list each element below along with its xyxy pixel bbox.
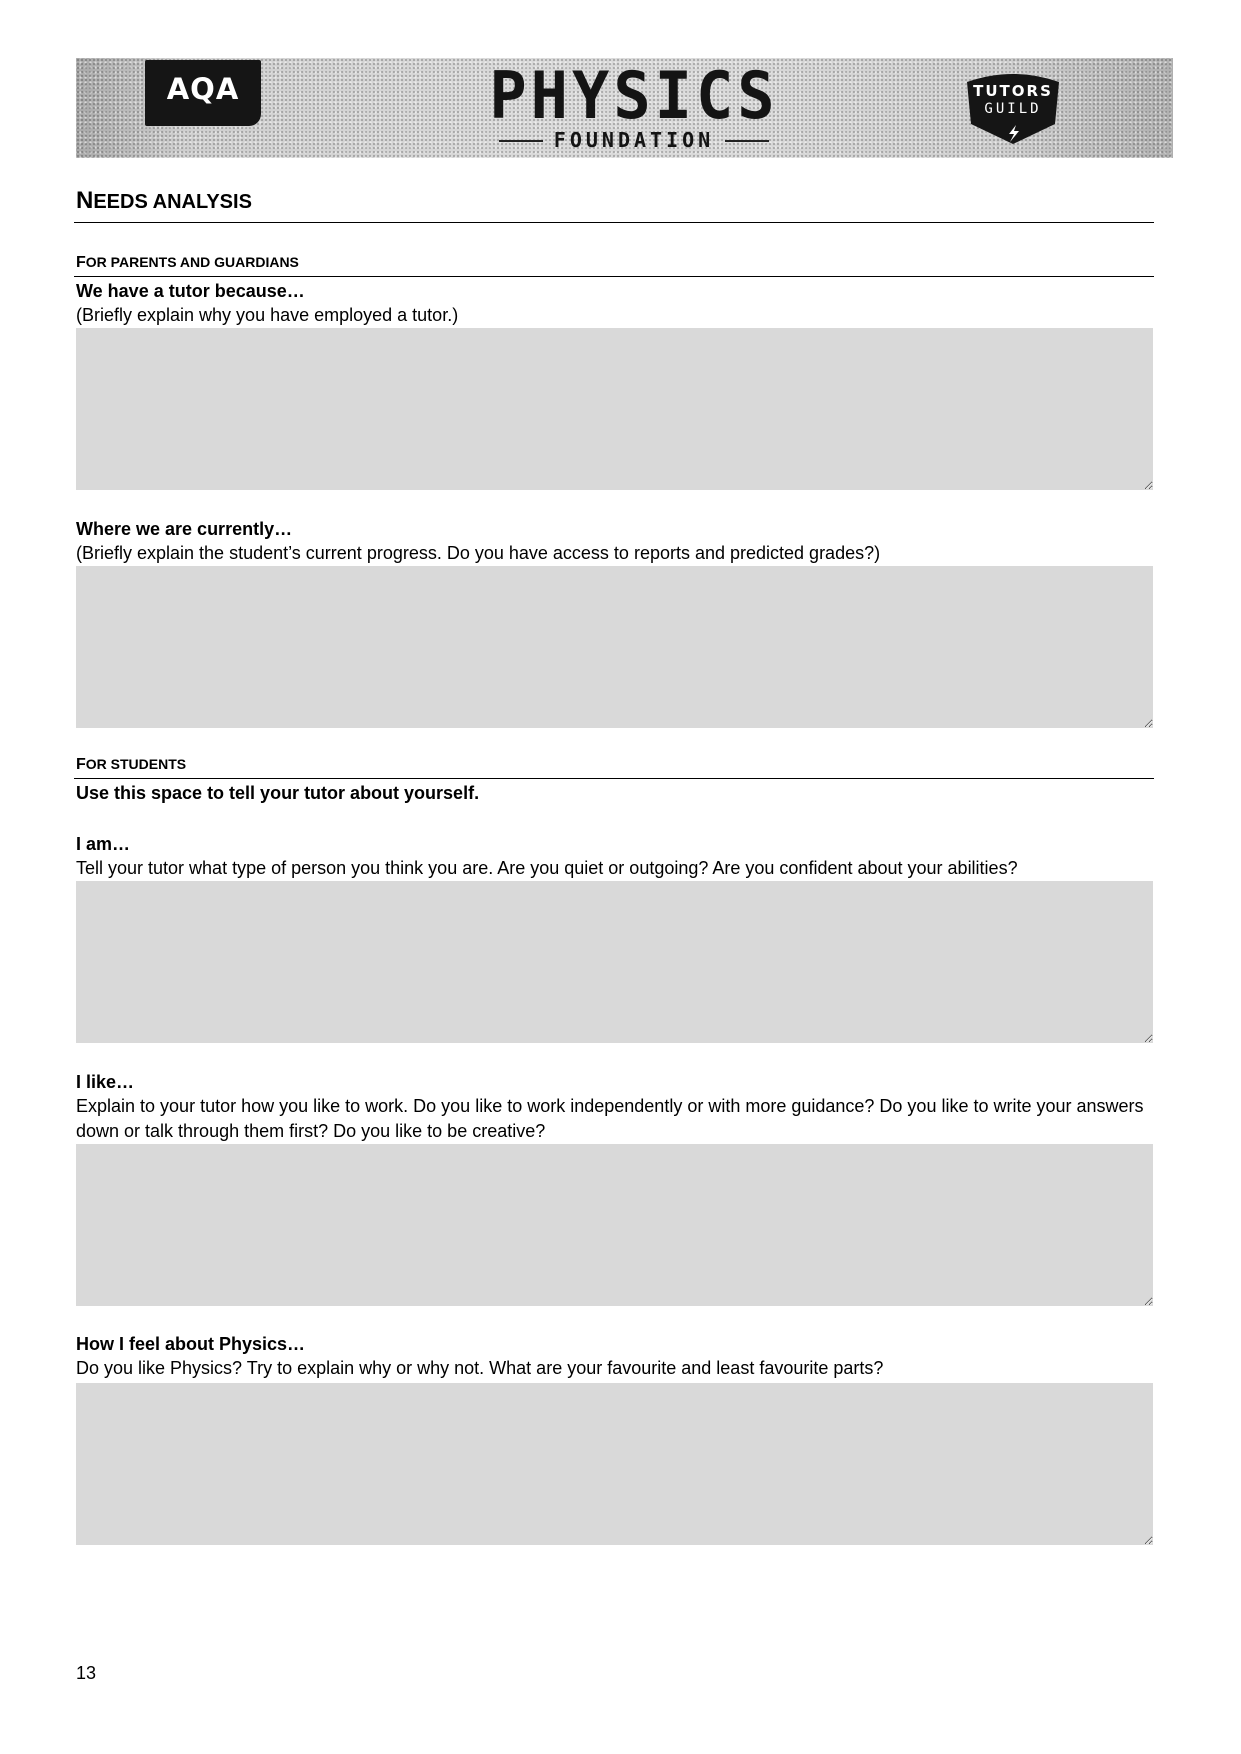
- aqa-logo-text: AQA: [166, 72, 240, 106]
- question-title: How I feel about Physics…: [76, 1334, 306, 1354]
- question-title: I like…: [76, 1072, 135, 1092]
- heading-initial: N: [76, 187, 94, 214]
- subtitle-left-rule: [499, 140, 543, 142]
- header-banner: [76, 58, 1173, 158]
- page-title: PHYSICS: [489, 58, 779, 134]
- subtitle-row: [499, 128, 769, 152]
- students-heading-initial: F: [76, 756, 86, 773]
- question-description: Tell your tutor what type of person you think you are. Are you quiet or outgoing? Are you confident about your abilities?: [76, 858, 1018, 878]
- physics-feelings-field[interactable]: [76, 1383, 1153, 1545]
- heading-underline: [74, 222, 1154, 223]
- page-subtitle: FOUNDATION: [553, 128, 715, 152]
- students-intro: Use this space to tell your tutor about yourself.: [76, 783, 480, 803]
- question-description: (Briefly explain the student’s current progress. Do you have access to reports and predicted grades?): [76, 543, 881, 563]
- tutors-guild-logo-line2: GUILD: [984, 101, 1042, 117]
- tutor-reason-field[interactable]: [76, 328, 1153, 490]
- current-progress-field[interactable]: [76, 566, 1153, 728]
- heading-rest: EEDS ANALYSIS: [93, 191, 252, 213]
- work-preferences-field[interactable]: [76, 1144, 1153, 1306]
- personality-field[interactable]: [76, 881, 1153, 1043]
- tutors-guild-logo: [963, 68, 1063, 146]
- parents-heading-initial: F: [76, 254, 86, 271]
- question-description: Explain to your tutor how you like to work. Do you like to work independently or with more guidance? Do you like to write your answers down or talk through them first? Do you like to be creative?: [76, 1096, 1144, 1141]
- parents-heading-underline: [74, 276, 1154, 277]
- question-title: Where we are currently…: [76, 519, 293, 539]
- question-title: I am…: [76, 834, 131, 854]
- students-heading-rest: OR STUDENTS: [85, 756, 187, 772]
- students-heading-underline: [74, 778, 1154, 779]
- subtitle-right-rule: [725, 140, 769, 142]
- section-heading-parents: [76, 252, 299, 273]
- tutors-guild-logo-line1: TUTORS: [973, 82, 1053, 100]
- question-title: We have a tutor because…: [76, 281, 305, 301]
- page-number: 13: [76, 1663, 97, 1683]
- section-heading-needs-analysis: [76, 186, 252, 217]
- question-description: (Briefly explain why you have employed a tutor.): [76, 305, 459, 325]
- question-description: Do you like Physics? Try to explain why or why not. What are your favourite and least favourite parts?: [76, 1358, 884, 1378]
- parents-heading-rest: OR PARENTS AND GUARDIANS: [85, 254, 299, 270]
- aqa-logo: [145, 60, 261, 126]
- section-heading-students: [76, 754, 186, 775]
